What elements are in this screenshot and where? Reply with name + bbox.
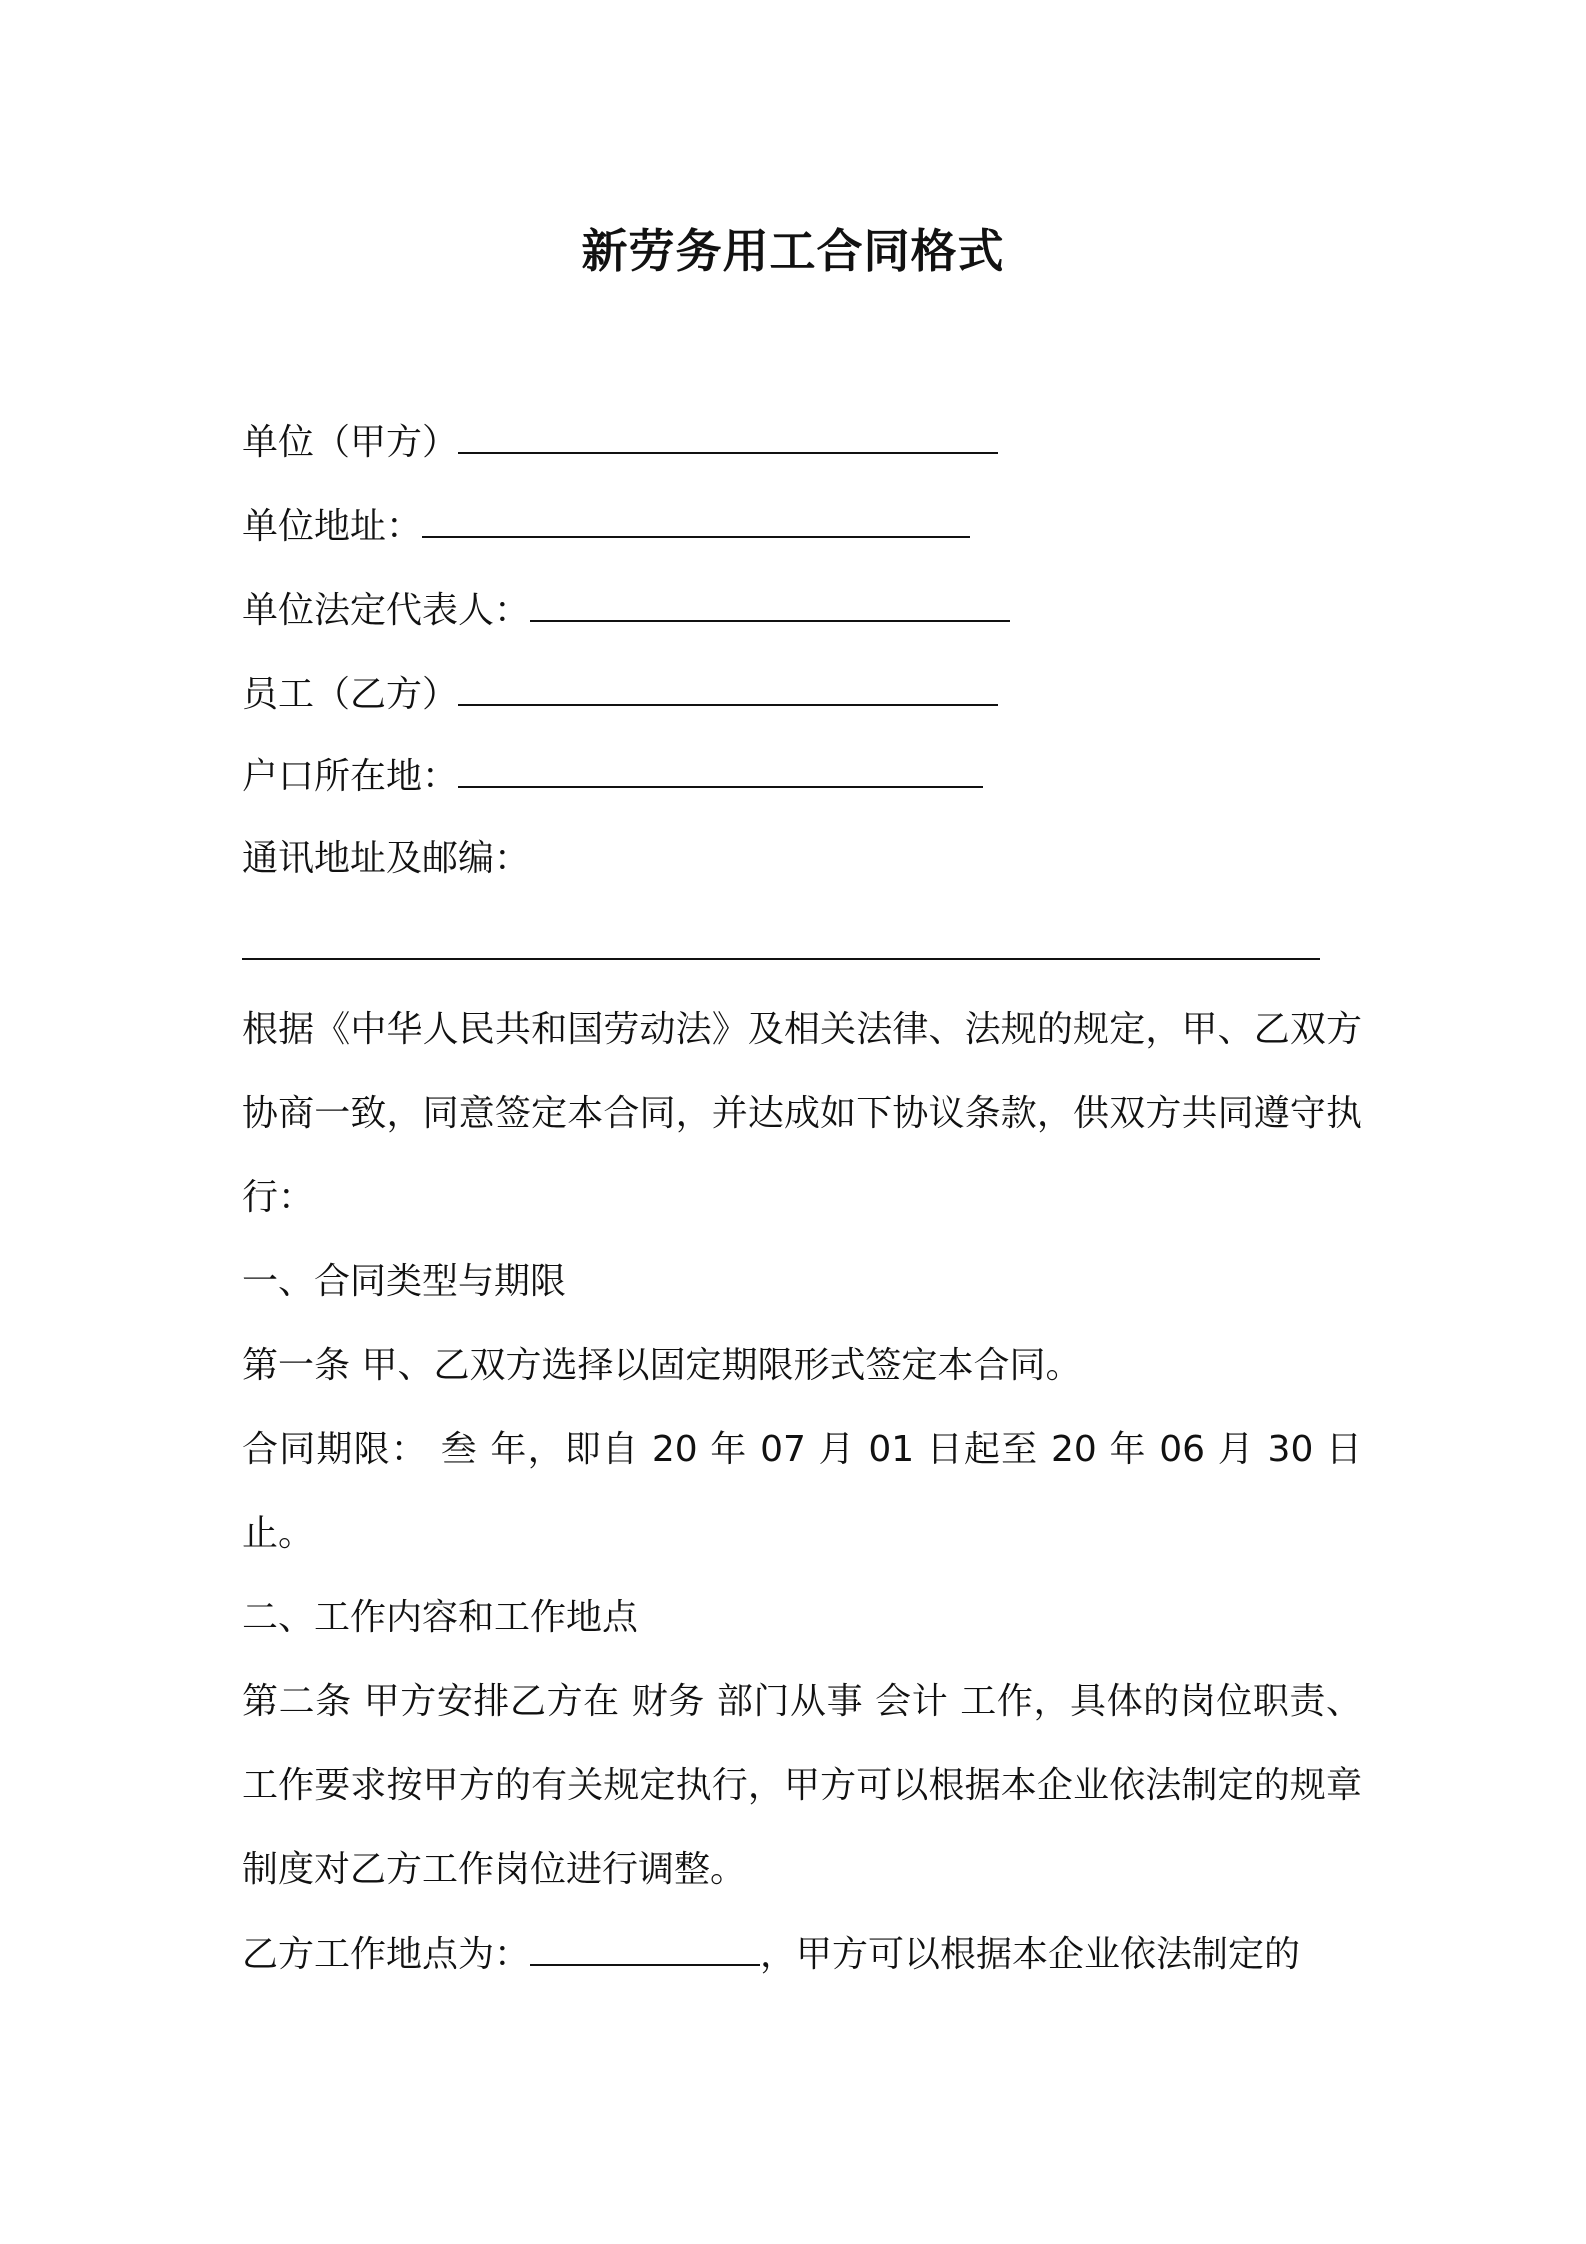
legal-rep-label: 单位法定代表人： <box>242 590 531 631</box>
article-2: 第二条 甲方安排乙方在 财务 部门从事 会计 工作，具体的岗位职责、工作要求按甲方的有关规定执行，甲方可以根据本企业依法制定的规章制度对乙方工作岗位进行调整。 <box>242 1681 1362 1890</box>
workplace-blank <box>530 1930 760 1966</box>
party-b-blank <box>458 670 998 706</box>
hukou-field <box>242 752 983 802</box>
preamble-paragraph: 根据《中华人民共和国劳动法》及相关法律、法规的规定，甲、乙双方协商一致，同意签定本合同，并达成如下协议条款，供双方共同遵守执行： <box>242 1009 1362 1218</box>
party-a-blank <box>458 418 998 454</box>
contact-blank-line <box>242 958 1320 960</box>
workplace-line <box>242 1930 1300 1980</box>
party-a-label: 单位（甲方） <box>242 422 459 463</box>
section-2-heading: 二、工作内容和工作地点 <box>242 1597 639 1638</box>
party-a-field <box>242 418 998 468</box>
contract-term: 合同期限： 叁 年，即自 20 年 07 月 01 日起至 20 年 06 月 30 日止。 <box>242 1429 1362 1554</box>
hukou-label: 户口所在地： <box>242 756 459 797</box>
party-b-field <box>242 670 998 720</box>
workplace-prefix: 乙方工作地点为： <box>242 1934 531 1975</box>
article-1: 第一条 甲、乙双方选择以固定期限形式签定本合同。 <box>242 1345 1082 1386</box>
contact-label: 通讯地址及邮编： <box>242 838 531 879</box>
address-label: 单位地址： <box>242 506 423 547</box>
hukou-blank <box>458 752 983 788</box>
address-field <box>242 502 970 552</box>
party-b-label: 员工（乙方） <box>242 674 459 715</box>
workplace-suffix: ，甲方可以根据本企业依法制定的 <box>760 1934 1301 1975</box>
section-1-heading: 一、合同类型与期限 <box>242 1261 567 1302</box>
address-blank <box>422 502 970 538</box>
legal-rep-blank <box>530 586 1010 622</box>
legal-rep-field <box>242 586 1010 636</box>
contact-field <box>242 834 530 884</box>
document-title: 新劳务用工合同格式 <box>581 224 1005 278</box>
